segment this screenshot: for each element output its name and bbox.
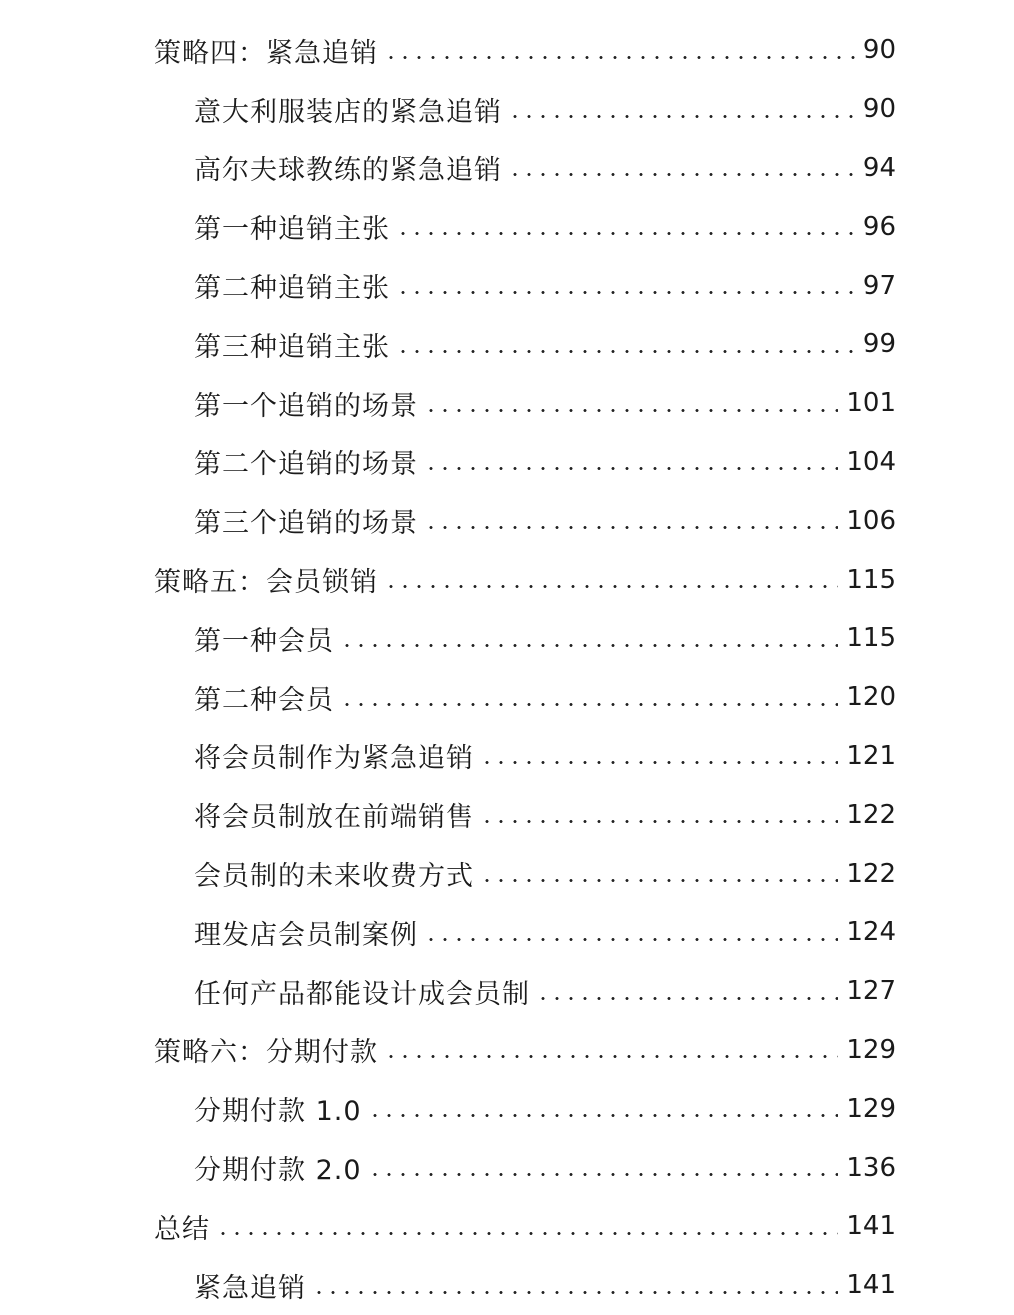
toc-entry xyxy=(0,844,1014,903)
dot-leader xyxy=(508,173,855,176)
toc-entry-title: 分期付款 1.0 xyxy=(194,1096,362,1128)
toc-entry xyxy=(0,1079,1014,1138)
toc-entry xyxy=(0,80,1014,139)
toc-entry-page: 136 xyxy=(846,1152,896,1183)
toc-entry-page: 96 xyxy=(862,211,896,242)
toc-entry-page: 94 xyxy=(862,152,896,183)
toc-entry-title: 第一个追销的场景 xyxy=(194,390,418,422)
toc-entry xyxy=(0,727,1014,786)
toc-entry-page: 90 xyxy=(862,94,896,125)
toc-entry xyxy=(0,962,1014,1021)
dot-leader xyxy=(216,1232,838,1235)
toc-entry-page: 90 xyxy=(862,35,896,66)
dot-leader xyxy=(508,115,855,118)
dot-leader xyxy=(480,761,838,764)
toc-entry-title: 第二种会员 xyxy=(194,684,334,716)
toc-entry-page: 104 xyxy=(846,446,896,477)
dot-leader xyxy=(368,1114,839,1117)
dot-leader xyxy=(396,232,855,235)
dot-leader xyxy=(396,350,855,353)
toc-entry-title: 理发店会员制案例 xyxy=(194,919,418,951)
toc-entry xyxy=(0,491,1014,550)
toc-entry-title: 将会员制作为紧急追销 xyxy=(194,743,474,775)
toc-entry-title: 意大利服装店的紧急追销 xyxy=(194,96,502,128)
dot-leader xyxy=(340,703,838,706)
toc-entry xyxy=(0,433,1014,492)
toc-entry xyxy=(0,374,1014,433)
dot-leader xyxy=(396,291,855,294)
toc-entry-title: 总结 xyxy=(154,1213,210,1245)
toc-entry xyxy=(0,1021,1014,1080)
toc-entry-title: 第三个追销的场景 xyxy=(194,508,418,540)
toc-entry-title: 第三种追销主张 xyxy=(194,331,390,363)
table-of-contents xyxy=(0,21,1014,1315)
dot-leader xyxy=(536,997,838,1000)
toc-entry-page: 122 xyxy=(846,799,896,830)
toc-entry xyxy=(0,1256,1014,1315)
toc-entry xyxy=(0,197,1014,256)
toc-entry xyxy=(0,550,1014,609)
toc-entry-title: 会员制的未来收费方式 xyxy=(194,861,474,893)
dot-leader xyxy=(384,1055,838,1058)
toc-entry-title: 紧急追销 xyxy=(194,1272,306,1304)
toc-entry-page: 141 xyxy=(846,1270,896,1301)
toc-entry xyxy=(0,1138,1014,1197)
dot-leader xyxy=(424,467,838,470)
toc-entry-page: 101 xyxy=(846,388,896,419)
toc-entry-page: 129 xyxy=(846,1093,896,1124)
toc-entry-title: 第二个追销的场景 xyxy=(194,449,418,481)
dot-leader xyxy=(424,409,838,412)
toc-entry xyxy=(0,315,1014,374)
toc-entry-page: 115 xyxy=(846,564,896,595)
toc-entry-page: 115 xyxy=(846,623,896,654)
dot-leader xyxy=(424,938,838,941)
toc-entry-title: 分期付款 2.0 xyxy=(194,1155,362,1187)
toc-entry xyxy=(0,668,1014,727)
toc-entry-page: 121 xyxy=(846,740,896,771)
toc-entry-title: 策略六：分期付款 xyxy=(154,1037,378,1069)
toc-entry-page: 106 xyxy=(846,505,896,536)
toc-entry xyxy=(0,139,1014,198)
toc-entry-page: 122 xyxy=(846,858,896,889)
toc-entry-title: 高尔夫球教练的紧急追销 xyxy=(194,155,502,187)
toc-entry xyxy=(0,903,1014,962)
dot-leader xyxy=(480,820,838,823)
dot-leader xyxy=(480,879,838,882)
dot-leader xyxy=(384,56,855,59)
toc-entry xyxy=(0,785,1014,844)
dot-leader xyxy=(424,526,838,529)
toc-entry-page: 129 xyxy=(846,1034,896,1065)
toc-entry-page: 99 xyxy=(862,329,896,360)
toc-entry-page: 97 xyxy=(862,270,896,301)
dot-leader xyxy=(340,644,838,647)
toc-entry-title: 任何产品都能设计成会员制 xyxy=(194,978,530,1010)
toc-entry-page: 127 xyxy=(846,976,896,1007)
toc-entry-page: 120 xyxy=(846,682,896,713)
toc-entry-title: 策略四：紧急追销 xyxy=(154,37,378,69)
toc-entry-title: 策略五：会员锁销 xyxy=(154,567,378,599)
dot-leader xyxy=(368,1173,839,1176)
toc-entry-page: 124 xyxy=(846,917,896,948)
toc-entry-title: 第一种会员 xyxy=(194,625,334,657)
toc-entry-title: 第二种追销主张 xyxy=(194,273,390,305)
toc-entry-title: 将会员制放在前端销售 xyxy=(194,802,474,834)
toc-entry xyxy=(0,1197,1014,1256)
toc-entry xyxy=(0,256,1014,315)
dot-leader xyxy=(384,585,838,588)
toc-entry-page: 141 xyxy=(846,1211,896,1242)
toc-entry-title: 第一种追销主张 xyxy=(194,214,390,246)
toc-entry xyxy=(0,609,1014,668)
dot-leader xyxy=(312,1291,838,1294)
toc-entry xyxy=(0,21,1014,80)
